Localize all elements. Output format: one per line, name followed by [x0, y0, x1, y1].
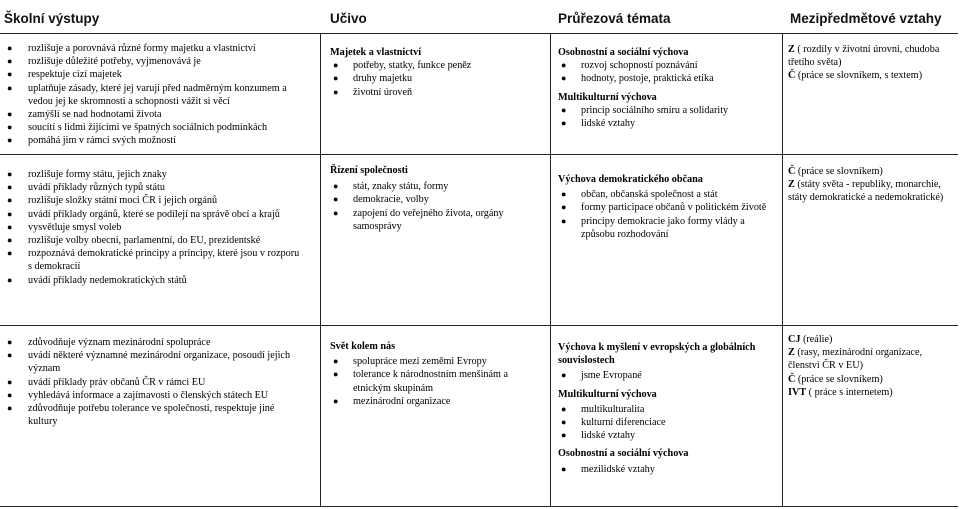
relation-entry: Č (práce se slovníkem) [788, 166, 883, 177]
bullet-icon: ● [333, 60, 339, 71]
relation-entry: Z (státy světa - republiky, monarchie, státy demokratické a nedemokratické) [788, 179, 944, 204]
curriculum-section-title: Majetek a vlastnictví [330, 47, 422, 58]
list-item: ● rozlišuje volby obecní, parlamentní, do EU, prezidentské [7, 235, 261, 247]
list-item: ● vysvětluje smysl voleb [7, 221, 122, 233]
curriculum-section-title: Řízení společnosti [330, 165, 408, 176]
subject-code: Č [788, 166, 796, 177]
bullet-icon: ● [7, 248, 13, 259]
subject-code: Č [788, 70, 796, 82]
theme-title: Výchova demokratického občana [558, 174, 703, 185]
row-3-relations [788, 333, 954, 399]
bullet-icon: ● [561, 403, 567, 414]
bullet-icon: ● [561, 370, 567, 381]
subject-code: IVT [788, 386, 807, 398]
list-item: ● mezilidské vztahy [561, 463, 655, 475]
column-divider-1 [320, 34, 321, 506]
bullet-icon: ● [7, 182, 13, 193]
bullet-icon: ● [7, 403, 13, 414]
list-item: ● kulturní diferenciace [561, 417, 666, 429]
row-3-outcomes [4, 336, 304, 428]
bullet-icon: ● [333, 207, 339, 218]
subject-code: Z [788, 179, 795, 191]
list-item: ● uvádí příklady orgánů, které se podílejí na správě obcí a krajů [7, 208, 280, 220]
list-item: ● demokracie, volby [333, 194, 429, 206]
list-item: ● hodnoty, postoje, praktická etika [561, 73, 714, 85]
list-item: ● uplatňuje zásady, které jej varují před nadměrným konzumem a vedou jej ke skromnosti a schopnosti vážit si věcí [7, 82, 287, 107]
relation-entry: IVT ( práce s internetem) [788, 386, 893, 398]
list-item: ● uvádí některé významné mezinárodní organizace, posoudí jejich význam [7, 350, 291, 375]
relation-entry: Č (práce se slovníkem, s textem) [788, 70, 923, 82]
row-1-curriculum [330, 46, 542, 99]
list-item: ● rozlišuje formy státu, jejich znaky [7, 169, 167, 180]
list-item: ● soucítí s lidmi žijícími ve špatných sociálních podmínkách [7, 122, 268, 134]
theme-title: Multikulturní výchova [558, 388, 657, 400]
subject-code: CJ [788, 334, 801, 345]
relation-entry: CJ (reálie) [788, 334, 833, 345]
table-header [0, 0, 958, 34]
list-item: ● životní úroveň [333, 86, 413, 98]
bullet-icon: ● [561, 215, 567, 226]
row-1-themes [558, 46, 776, 130]
bullet-icon: ● [561, 430, 567, 441]
bullet-icon: ● [333, 73, 339, 84]
list-item: ● uvádí příklady nedemokratických států [7, 274, 187, 286]
bullet-icon: ● [333, 86, 339, 97]
bullet-icon: ● [561, 118, 567, 129]
theme-title: Multikulturní výchova [558, 91, 657, 103]
row-2-themes [558, 173, 776, 241]
row-2-outcomes [4, 168, 304, 287]
list-item: ● mezinárodní organizace [333, 395, 451, 407]
header-cross-curricular-themes: Průřezová témata [558, 11, 671, 26]
bullet-icon: ● [7, 221, 13, 232]
row-3-curriculum [330, 340, 542, 408]
list-item: ● zdůvodňuje význam mezinárodní spolupráce [7, 337, 211, 348]
list-item: ● formy participace občanů v politickém životě [561, 202, 767, 214]
bullet-icon: ● [333, 356, 339, 367]
column-divider-2 [550, 34, 551, 506]
list-item: ● lidské vztahy [561, 430, 636, 442]
list-item: ● rozlišuje důležité potřeby, vyjmenovává je [7, 56, 201, 68]
theme-title: Osobnostní a sociální výchova [558, 448, 689, 460]
list-item: ● respektuje cizí majetek [7, 69, 122, 81]
header-school-outcomes: Školní výstupy [4, 11, 100, 26]
bullet-icon: ● [333, 369, 339, 380]
list-item: ● uvádí příklady práv občanů ČR v rámci EU [7, 376, 206, 388]
bullet-icon: ● [561, 104, 567, 115]
list-item: ● jsme Evropané [561, 370, 642, 382]
row-divider-1 [0, 154, 958, 155]
bullet-icon: ● [7, 274, 13, 285]
bullet-icon: ● [333, 395, 339, 406]
list-item: ● rozlišuje a porovnává různé formy majetku a vlastnictví [7, 43, 256, 54]
list-item: ● zamýšlí se nad hodnotami života [7, 109, 162, 121]
list-item: ● spolupráce mezi zeměmi Evropy [333, 356, 487, 368]
subject-code: Z [788, 44, 795, 55]
list-item: ● rozpoznává demokratické principy a principy, které jsou v rozporu s demokracií [7, 248, 300, 273]
row-divider-2 [0, 325, 958, 326]
bullet-icon: ● [7, 337, 13, 347]
bullet-icon: ● [7, 389, 13, 400]
list-item: ● potřeby, statky, funkce peněz [333, 60, 472, 72]
bullet-icon: ● [7, 376, 13, 387]
bullet-icon: ● [7, 122, 13, 133]
row-1-outcomes [4, 42, 304, 148]
bullet-icon: ● [561, 417, 567, 428]
bullet-icon: ● [561, 463, 567, 474]
bullet-icon: ● [7, 56, 13, 67]
list-item: ● princip sociálního smíru a solidarity [561, 104, 729, 116]
list-item: ● lidské vztahy [561, 118, 636, 130]
bullet-icon: ● [7, 109, 13, 120]
list-item: ● zapojení do veřejného života, orgány samosprávy [333, 207, 504, 232]
bullet-icon: ● [7, 69, 13, 80]
bullet-icon: ● [561, 73, 567, 84]
bullet-icon: ● [7, 135, 13, 146]
bullet-icon: ● [333, 181, 339, 192]
bullet-icon: ● [7, 169, 13, 179]
curriculum-section-title: Svět kolem nás [330, 341, 396, 352]
bullet-icon: ● [561, 202, 567, 213]
list-item: ● občan, občanská společnost a stát [561, 189, 718, 201]
bullet-icon: ● [7, 208, 13, 219]
bullet-icon: ● [561, 189, 567, 200]
theme-title: Výchova k myšlení v evropských a globálních souvislostech [558, 342, 756, 367]
list-item: ● stát, znaky státu, formy [333, 181, 449, 193]
list-item: ● zdůvodňuje potřebu tolerance ve společnosti, respektuje jiné kultury [7, 403, 275, 428]
bullet-icon: ● [7, 43, 13, 53]
list-item: ● vyhledává informace a zajímavosti o členských státech EU [7, 389, 269, 401]
list-item: ● rozlišuje složky státní moci ČR i jejich orgánů [7, 195, 218, 207]
header-interdisciplinary-relations: Mezipředmětové vztahy [790, 11, 942, 26]
bullet-icon: ● [561, 60, 567, 71]
bullet-icon: ● [7, 82, 13, 93]
header-divider [0, 33, 958, 34]
list-item: ● druhy majetku [333, 73, 413, 85]
subject-code: Č [788, 373, 796, 385]
relation-entry: Z ( rozdíly v životní úrovni, chudoba třetího světa) [788, 44, 940, 69]
row-2-relations [788, 165, 954, 205]
relation-entry: Z (rasy, mezinárodní organizace, členství ČR v EU) [788, 347, 923, 372]
header-curriculum: Učivo [330, 11, 367, 26]
list-item: ● multikulturalita [561, 403, 645, 415]
column-divider-3 [782, 34, 783, 506]
list-item: ● pomáhá jim v rámci svých možností [7, 135, 176, 147]
bullet-icon: ● [333, 194, 339, 205]
bullet-icon: ● [7, 195, 13, 206]
theme-title: Osobnostní a sociální výchova [558, 47, 689, 58]
list-item: ● tolerance k národnostním menšinám a etnickým skupinám [333, 369, 509, 394]
relation-entry: Č (práce se slovníkem) [788, 373, 883, 385]
subject-code: Z [788, 347, 795, 359]
bullet-icon: ● [7, 235, 13, 246]
table-bottom-border [0, 506, 958, 507]
row-2-curriculum [330, 164, 542, 233]
list-item: ● rozvoj schopností poznávání [561, 60, 698, 72]
row-3-themes [558, 341, 758, 476]
list-item: ● uvádí příklady různých typů státu [7, 182, 165, 194]
bullet-icon: ● [7, 350, 13, 361]
list-item: ● principy demokracie jako formy vlády a způsobu rozhodování [561, 215, 745, 240]
row-1-relations [788, 43, 954, 83]
